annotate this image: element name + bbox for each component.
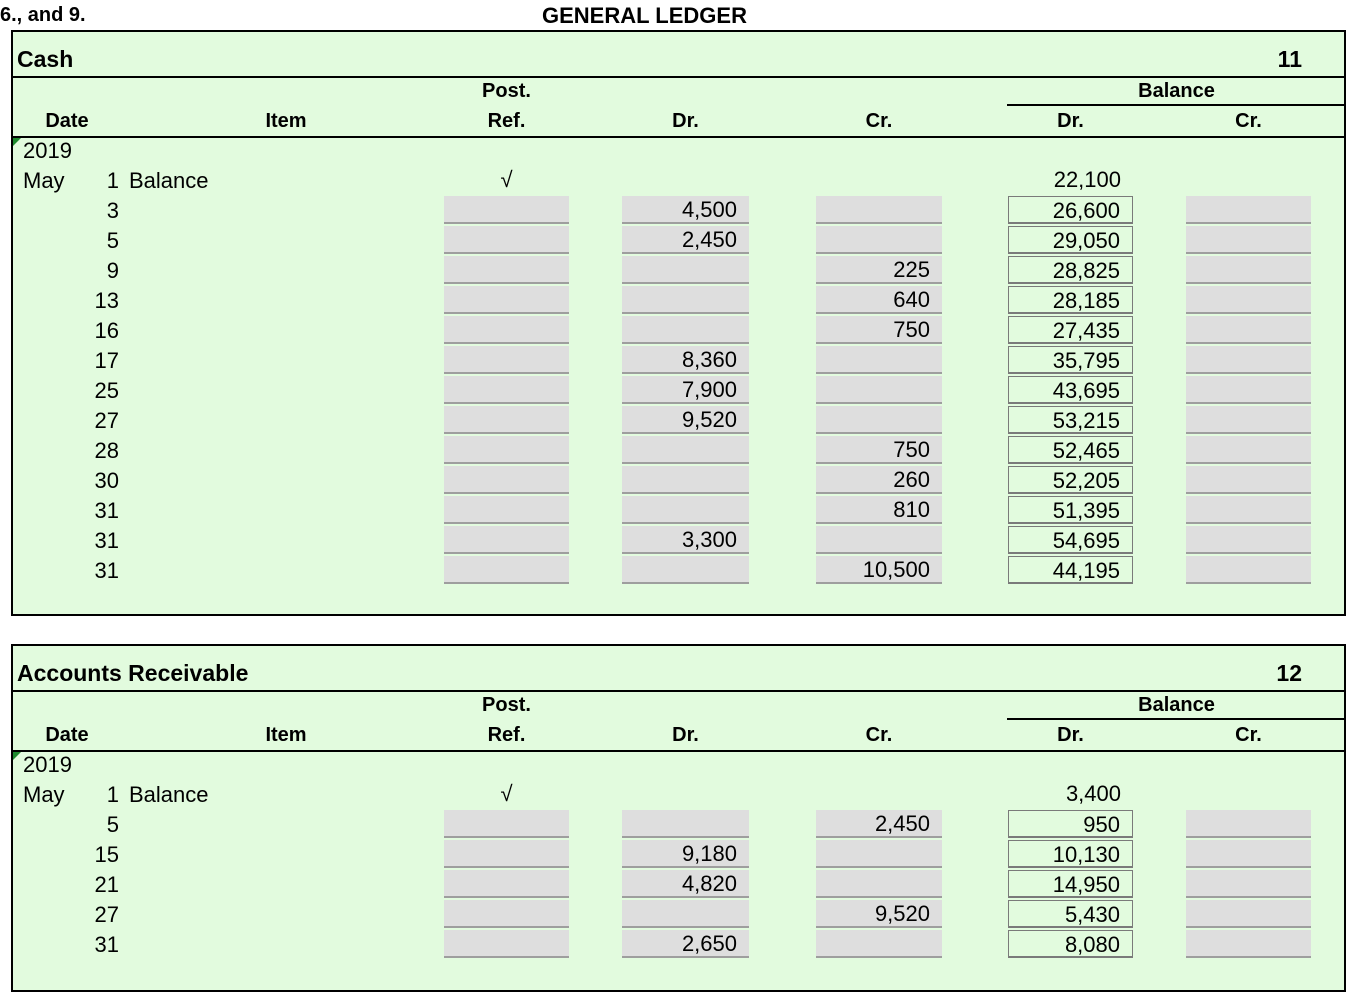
balance-debit-cell: 28,185 [1008, 286, 1133, 314]
balance-credit-cell[interactable] [1186, 840, 1311, 868]
balance-debit-cell: 8,080 [1008, 930, 1133, 958]
credit-cell[interactable] [816, 870, 942, 898]
column-headers [13, 78, 1344, 138]
balance-debit-cell: 14,950 [1008, 870, 1133, 898]
balance-credit-cell[interactable] [1186, 286, 1311, 314]
post-ref-cell[interactable] [444, 870, 569, 898]
entry-item: Balance [129, 168, 209, 193]
ledger-row [13, 900, 1344, 930]
col-balance-dr: Dr. [1057, 110, 1084, 132]
post-ref-cell[interactable] [444, 346, 569, 374]
col-cr: Cr. [865, 724, 893, 746]
balance-credit-cell[interactable] [1186, 196, 1311, 224]
debit-cell[interactable] [622, 466, 749, 494]
ledger-account [11, 644, 1346, 992]
balance-credit-cell[interactable] [1186, 556, 1311, 584]
entry-month: May [23, 168, 65, 193]
post-ref-cell[interactable] [444, 526, 569, 554]
post-ref-cell[interactable] [444, 436, 569, 464]
balance-debit-cell: 950 [1008, 810, 1133, 838]
cell-comment-marker-icon [13, 138, 21, 146]
entry-day: 27 [94, 902, 119, 927]
balance-credit-cell[interactable] [1186, 466, 1311, 494]
col-balance-cr: Cr. [1235, 724, 1262, 746]
balance-credit-cell[interactable] [1186, 526, 1311, 554]
balance-credit-cell[interactable] [1186, 406, 1311, 434]
balance-debit-cell: 29,050 [1008, 226, 1133, 254]
year-label: 2019 [23, 752, 72, 777]
debit-cell[interactable] [622, 900, 749, 928]
col-dr: Dr. [672, 724, 699, 746]
ledger-row [13, 256, 1344, 286]
balance-credit-cell[interactable] [1186, 496, 1311, 524]
post-ref-cell[interactable] [444, 316, 569, 344]
ledger-row [13, 166, 1344, 196]
col-balance: Balance [1138, 694, 1215, 716]
entry-day: 31 [94, 528, 119, 553]
post-ref-cell[interactable] [444, 930, 569, 958]
balance-debit-cell: 51,395 [1008, 496, 1133, 524]
balance-debit-cell: 27,435 [1008, 316, 1133, 344]
balance-debit-cell: 28,825 [1008, 256, 1133, 284]
col-item: Item [265, 724, 307, 746]
ledger-row [13, 526, 1344, 556]
credit-cell[interactable] [816, 840, 942, 868]
debit-cell[interactable]: 3,300 [622, 526, 749, 554]
debit-cell[interactable] [622, 256, 749, 284]
balance-credit-cell[interactable] [1186, 376, 1311, 404]
account-number: 12 [1276, 660, 1302, 686]
entry-month: May [23, 782, 65, 807]
debit-cell [622, 166, 749, 194]
col-ref: Ref. [487, 724, 526, 746]
balance-debit-cell: 54,695 [1008, 526, 1133, 554]
debit-cell[interactable] [622, 316, 749, 344]
credit-cell [816, 780, 942, 808]
credit-cell[interactable]: 10,500 [816, 556, 942, 584]
debit-cell[interactable]: 7,900 [622, 376, 749, 404]
debit-cell [622, 780, 749, 808]
ledger-row [13, 870, 1344, 900]
ledger-row [13, 196, 1344, 226]
debit-cell[interactable]: 9,520 [622, 406, 749, 434]
entry-day: 9 [106, 258, 119, 283]
ledger-row [13, 466, 1344, 496]
col-date: Date [45, 724, 89, 746]
balance-debit-cell: 52,465 [1008, 436, 1133, 464]
account-header [13, 646, 1344, 692]
col-cr: Cr. [865, 110, 893, 132]
entry-day: 1 [106, 782, 119, 807]
account-number: 11 [1277, 46, 1302, 72]
balance-debit-cell: 53,215 [1008, 406, 1133, 434]
post-ref-cell[interactable] [444, 840, 569, 868]
credit-cell[interactable] [816, 526, 942, 554]
credit-cell[interactable]: 260 [816, 466, 942, 494]
account-name: Cash [17, 46, 74, 72]
ledger-row [13, 930, 1344, 960]
balance-underline [1007, 104, 1344, 106]
entry-day: 31 [94, 498, 119, 523]
credit-cell[interactable]: 9,520 [816, 900, 942, 928]
column-headers [13, 692, 1344, 752]
cell-comment-marker-icon [13, 752, 21, 760]
col-dr: Dr. [672, 110, 699, 132]
balance-credit-cell[interactable] [1186, 346, 1311, 374]
col-balance: Balance [1138, 80, 1215, 102]
entry-day: 30 [94, 468, 119, 493]
year-label: 2019 [23, 138, 72, 163]
entry-day: 31 [94, 558, 119, 583]
balance-credit-cell [1186, 780, 1311, 808]
post-ref-cell[interactable] [444, 196, 569, 224]
debit-cell[interactable] [622, 436, 749, 464]
post-ref-cell: √ [500, 781, 513, 806]
account-header [13, 32, 1344, 78]
debit-cell[interactable]: 9,180 [622, 840, 749, 868]
ledger-row [13, 496, 1344, 526]
debit-cell[interactable]: 4,500 [622, 196, 749, 224]
balance-credit-cell[interactable] [1186, 900, 1311, 928]
ledger-account [11, 30, 1346, 616]
ledger-row [13, 226, 1344, 256]
col-post: Post. [482, 80, 531, 102]
balance-credit-cell[interactable] [1186, 930, 1311, 958]
post-ref-cell[interactable] [444, 286, 569, 314]
debit-cell[interactable] [622, 496, 749, 524]
debit-cell[interactable]: 8,360 [622, 346, 749, 374]
post-ref-cell[interactable] [444, 810, 569, 838]
debit-cell[interactable] [622, 810, 749, 838]
col-balance-dr: Dr. [1057, 724, 1084, 746]
balance-credit-cell[interactable] [1186, 316, 1311, 344]
credit-cell[interactable]: 225 [816, 256, 942, 284]
post-ref-cell[interactable] [444, 496, 569, 524]
debit-cell[interactable] [622, 556, 749, 584]
entry-day: 5 [106, 812, 119, 837]
balance-credit-cell[interactable] [1186, 870, 1311, 898]
post-ref-cell[interactable] [444, 466, 569, 494]
debit-cell[interactable]: 2,650 [622, 930, 749, 958]
post-ref-cell[interactable] [444, 900, 569, 928]
ledger-row [13, 780, 1344, 810]
post-ref-cell[interactable] [444, 376, 569, 404]
col-post: Post. [482, 694, 531, 716]
balance-debit-cell: 52,205 [1008, 466, 1133, 494]
balance-credit-cell [1186, 166, 1311, 194]
balance-underline [1007, 718, 1344, 720]
page-title: GENERAL LEDGER [542, 3, 747, 28]
balance-credit-cell[interactable] [1186, 436, 1311, 464]
credit-cell [816, 166, 942, 194]
post-ref-cell[interactable] [444, 556, 569, 584]
entry-day: 1 [106, 168, 119, 193]
balance-debit-cell: 44,195 [1008, 556, 1133, 584]
entry-day: 21 [94, 872, 119, 897]
post-ref-cell[interactable] [444, 406, 569, 434]
entry-day: 31 [94, 932, 119, 957]
ledger-row [13, 840, 1344, 870]
credit-cell[interactable] [816, 196, 942, 224]
entry-day: 28 [94, 438, 119, 463]
ledger-row [13, 286, 1344, 316]
balance-debit-cell: 5,430 [1008, 900, 1133, 928]
balance-debit-cell: 10,130 [1008, 840, 1133, 868]
balance-debit-cell: 22,100 [1053, 167, 1121, 192]
credit-cell[interactable] [816, 406, 942, 434]
credit-cell[interactable] [816, 376, 942, 404]
credit-cell[interactable] [816, 226, 942, 254]
ledger-row [13, 556, 1344, 586]
post-ref-cell: √ [500, 167, 513, 192]
ledger-row [13, 436, 1344, 466]
balance-debit-cell: 26,600 [1008, 196, 1133, 224]
entry-day: 5 [106, 228, 119, 253]
entry-day: 13 [94, 288, 119, 313]
entry-day: 25 [94, 378, 119, 403]
entry-item: Balance [129, 782, 209, 807]
credit-cell[interactable]: 750 [816, 316, 942, 344]
entry-day: 17 [94, 348, 119, 373]
balance-credit-cell[interactable] [1186, 256, 1311, 284]
credit-cell[interactable] [816, 930, 942, 958]
ledger-row [13, 346, 1344, 376]
ledger-row [13, 376, 1344, 406]
credit-cell[interactable]: 810 [816, 496, 942, 524]
balance-credit-cell[interactable] [1186, 226, 1311, 254]
debit-cell[interactable]: 4,820 [622, 870, 749, 898]
balance-debit-cell: 3,400 [1065, 781, 1121, 806]
credit-cell[interactable]: 750 [816, 436, 942, 464]
post-ref-cell[interactable] [444, 256, 569, 284]
col-date: Date [45, 110, 89, 132]
entry-day: 15 [94, 842, 119, 867]
exercise-note: 6., and 9. [0, 4, 86, 26]
debit-cell[interactable] [622, 286, 749, 314]
account-name: Accounts Receivable [17, 660, 249, 686]
debit-cell[interactable]: 2,450 [622, 226, 749, 254]
credit-cell[interactable]: 2,450 [816, 810, 942, 838]
entry-day: 3 [106, 198, 119, 223]
col-balance-cr: Cr. [1235, 110, 1262, 132]
ledger-row [13, 406, 1344, 436]
col-item: Item [265, 110, 307, 132]
balance-debit-cell: 35,795 [1008, 346, 1133, 374]
entry-day: 27 [94, 408, 119, 433]
credit-cell[interactable] [816, 346, 942, 374]
balance-debit-cell: 43,695 [1008, 376, 1133, 404]
post-ref-cell[interactable] [444, 226, 569, 254]
ledger-row [13, 316, 1344, 346]
credit-cell[interactable]: 640 [816, 286, 942, 314]
col-ref: Ref. [487, 110, 526, 132]
balance-credit-cell[interactable] [1186, 810, 1311, 838]
ledger-row [13, 810, 1344, 840]
entry-day: 16 [94, 318, 119, 343]
